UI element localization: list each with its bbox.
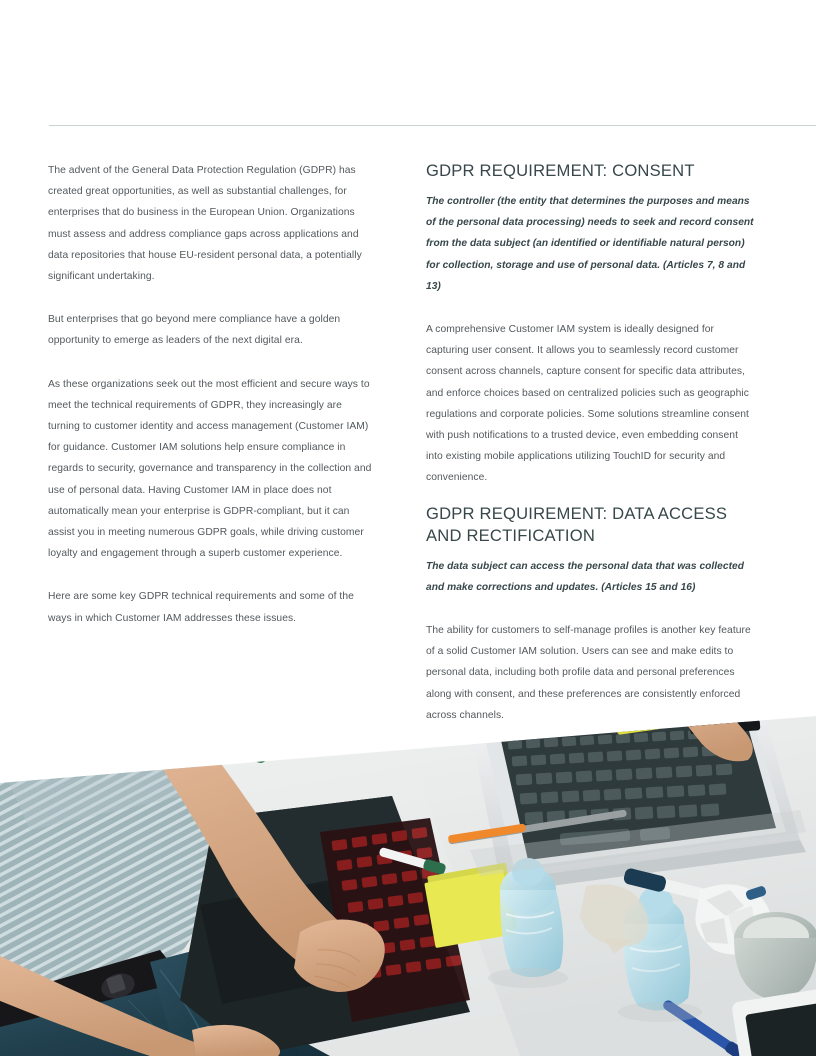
desk-workspace-photo bbox=[0, 700, 816, 1056]
section-body: A comprehensive Customer IAM system is ideally designed for capturing user consent. It allows you to seamlessly record customer consent across channels, capture consent for specific data attributes, and enforce choices based on centralized policies such as geographic regulations and corporate policies. Some solutions streamline consent with push notifications to a trusted device, even embedding consent into existing mobile applications utilizing TouchID for security and convenience. bbox=[426, 324, 749, 484]
section-heading: GDPR REQUIREMENT: CONSENT bbox=[426, 161, 695, 180]
left-column bbox=[48, 160, 373, 629]
paragraph: Here are some key GDPR technical requirements and some of the ways in which Customer IAM addresses these issues. bbox=[48, 591, 354, 624]
requirement-section-data-access bbox=[426, 503, 756, 726]
article-content bbox=[0, 160, 816, 720]
paragraph: The advent of the General Data Protection Regulation (GDPR) has created great opportunities, as well as substantial challenges, for enterprises that do business in the European Union. Organizations must assess and address compliance gaps across applications and data repositories that house EU-resident personal data, a potentially significant undertaking. bbox=[48, 165, 362, 283]
section-lead: The data subject can access the personal data that was collected and make corrections and updates. (Articles 15 and 16) bbox=[426, 560, 744, 593]
section-heading: GDPR REQUIREMENT: DATA ACCESS AND RECTIFICATION bbox=[426, 503, 728, 545]
paragraph: But enterprises that go beyond mere compliance have a golden opportunity to emerge as leaders of the next digital era. bbox=[48, 314, 341, 347]
requirement-section-consent bbox=[426, 160, 756, 489]
paragraph: As these organizations seek out the most efficient and secure ways to meet the technical requirements of GDPR, they increasingly are turning to customer identity and access management (Customer IAM) for guidance. Customer IAM solutions help ensure compliance in regards to security, governance and transparency in the collection and use of personal data. Having Customer IAM in place does not automatically mean your enterprise is GDPR-compliant, but it can assist you in meeting numerous GDPR goals, while driving customer loyalty and engagement through a superb customer experience. bbox=[48, 378, 372, 560]
section-spacer bbox=[426, 489, 756, 503]
right-column bbox=[426, 160, 756, 726]
section-lead: The controller (the entity that determines the purposes and means of the personal data processing) needs to seek and record consent from the data subject (an identified or identifiable natural person) for collection, storage and use of personal data. (Articles 7, 8 and 13) bbox=[426, 196, 754, 292]
header-divider bbox=[49, 125, 816, 126]
section-body: The ability for customers to self-manage profiles is another key feature of a solid Customer IAM solution. Users can see and make edits to personal data, including both profile data and personal preferences along with consent, and these preferences are consistently enforced across channels. bbox=[426, 625, 751, 721]
